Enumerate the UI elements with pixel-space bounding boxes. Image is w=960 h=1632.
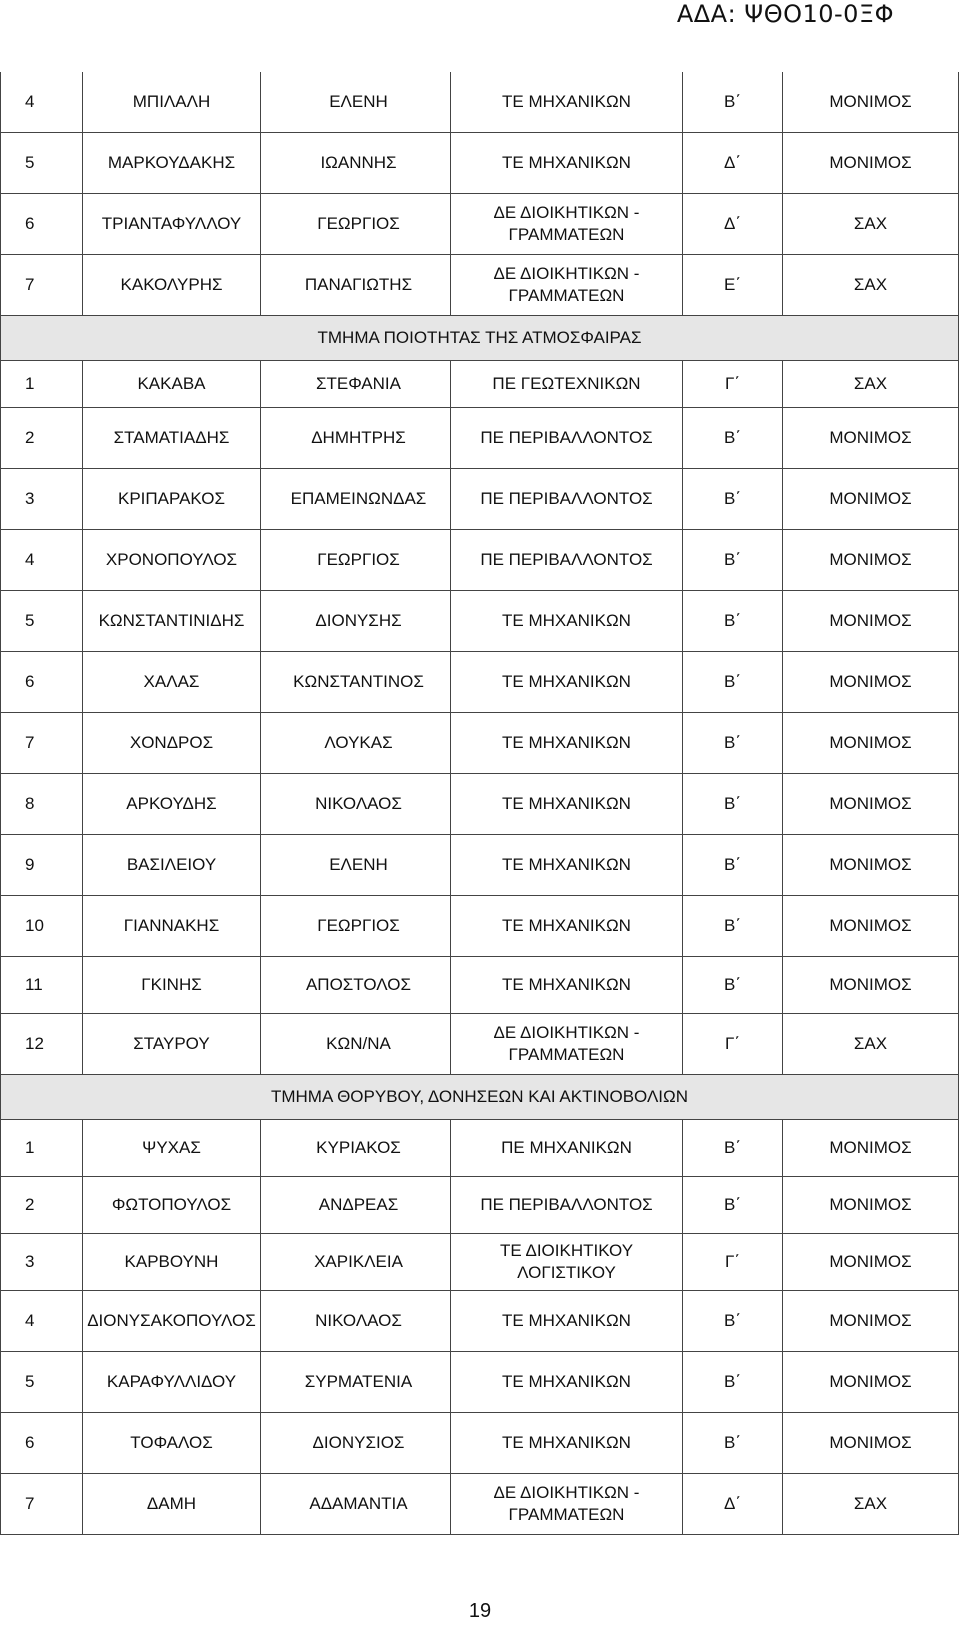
table-row (1, 1014, 959, 1075)
surname-cell: ΚΑΚΑΒΑ (83, 361, 261, 408)
row-number-cell: 6 (1, 652, 83, 713)
table-row (1, 194, 959, 255)
status-cell: ΜΟΝΙΜΟΣ (783, 1177, 959, 1234)
grade-cell: Δ΄ (683, 194, 783, 255)
surname-cell: ΧΟΝΔΡΟΣ (83, 713, 261, 774)
specialty-cell: ΤΕ ΜΗΧΑΝΙΚΩΝ (451, 591, 683, 652)
status-cell: ΜΟΝΙΜΟΣ (783, 774, 959, 835)
first-name-cell: ΕΛΕΝΗ (261, 835, 451, 896)
table-row (1, 361, 959, 408)
grade-cell: Γ΄ (683, 361, 783, 408)
surname-cell: ΚΡΙΠΑΡΑΚΟΣ (83, 469, 261, 530)
specialty-cell: ΔΕ ΔΙΟΙΚΗΤΙΚΩΝ - ΓΡΑΜΜΑΤΕΩΝ (451, 1474, 683, 1535)
grade-cell: Δ΄ (683, 133, 783, 194)
section-title: ΤΜΗΜΑ ΘΟΡΥΒΟΥ, ΔΟΝΗΣΕΩΝ ΚΑΙ ΑΚΤΙΝΟΒΟΛΙΩΝ (1, 1075, 959, 1120)
row-number-cell: 5 (1, 1352, 83, 1413)
first-name-cell: ΓΕΩΡΓΙΟΣ (261, 194, 451, 255)
surname-cell: ΤΡΙΑΝΤΑΦΥΛΛΟΥ (83, 194, 261, 255)
first-name-cell: ΕΛΕΝΗ (261, 72, 451, 133)
specialty-cell: ΤΕ ΜΗΧΑΝΙΚΩΝ (451, 835, 683, 896)
surname-cell: ΤΟΦΑΛΟΣ (83, 1413, 261, 1474)
specialty-cell: ΠΕ ΜΗΧΑΝΙΚΩΝ (451, 1120, 683, 1177)
surname-cell: ΓΙΑΝΝΑΚΗΣ (83, 896, 261, 957)
specialty-cell: ΤΕ ΜΗΧΑΝΙΚΩΝ (451, 896, 683, 957)
table-row (1, 652, 959, 713)
table-row (1, 713, 959, 774)
status-cell: ΜΟΝΙΜΟΣ (783, 408, 959, 469)
specialty-cell: ΔΕ ΔΙΟΙΚΗΤΙΚΩΝ - ΓΡΑΜΜΑΤΕΩΝ (451, 194, 683, 255)
table-row (1, 1474, 959, 1535)
specialty-cell: ΤΕ ΜΗΧΑΝΙΚΩΝ (451, 72, 683, 133)
specialty-cell: ΠΕ ΓΕΩΤΕΧΝΙΚΩΝ (451, 361, 683, 408)
surname-cell: ΜΑΡΚΟΥΔΑΚΗΣ (83, 133, 261, 194)
table-row (1, 1291, 959, 1352)
specialty-cell: ΤΕ ΜΗΧΑΝΙΚΩΝ (451, 957, 683, 1014)
page-number: 19 (468, 1600, 492, 1622)
row-number-cell: 8 (1, 774, 83, 835)
grade-cell: Β΄ (683, 591, 783, 652)
status-cell: ΣΑΧ (783, 361, 959, 408)
grade-cell: Β΄ (683, 408, 783, 469)
grade-cell: Β΄ (683, 72, 783, 133)
row-number-cell: 6 (1, 1413, 83, 1474)
row-number-cell: 5 (1, 591, 83, 652)
grade-cell: Β΄ (683, 713, 783, 774)
first-name-cell: ΔΙΟΝΥΣΙΟΣ (261, 1413, 451, 1474)
table-row (1, 1234, 959, 1291)
surname-cell: ΚΑΡΒΟΥΝΗ (83, 1234, 261, 1291)
row-number-cell: 1 (1, 361, 83, 408)
row-number-cell: 2 (1, 408, 83, 469)
first-name-cell: ΙΩΑΝΝΗΣ (261, 133, 451, 194)
specialty-cell: ΤΕ ΜΗΧΑΝΙΚΩΝ (451, 1352, 683, 1413)
table-row (1, 72, 959, 133)
row-number-cell: 4 (1, 530, 83, 591)
row-number-cell: 9 (1, 835, 83, 896)
specialty-cell: ΤΕ ΜΗΧΑΝΙΚΩΝ (451, 133, 683, 194)
specialty-cell: ΤΕ ΜΗΧΑΝΙΚΩΝ (451, 1413, 683, 1474)
staff-table (0, 72, 959, 1535)
ada-code: ΑΔΑ: ΨΘΟ10-0ΞΦ (676, 0, 894, 28)
first-name-cell: ΠΑΝΑΓΙΩΤΗΣ (261, 255, 451, 316)
row-number-cell: 4 (1, 72, 83, 133)
row-number-cell: 11 (1, 957, 83, 1014)
grade-cell: Γ΄ (683, 1014, 783, 1075)
first-name-cell: ΚΥΡΙΑΚΟΣ (261, 1120, 451, 1177)
status-cell: ΜΟΝΙΜΟΣ (783, 469, 959, 530)
table-row (1, 408, 959, 469)
grade-cell: Β΄ (683, 835, 783, 896)
row-number-cell: 3 (1, 1234, 83, 1291)
grade-cell: Β΄ (683, 1352, 783, 1413)
status-cell: ΜΟΝΙΜΟΣ (783, 72, 959, 133)
surname-cell: ΜΠΙΛΑΛΗ (83, 72, 261, 133)
grade-cell: Β΄ (683, 469, 783, 530)
specialty-cell: ΤΕ ΜΗΧΑΝΙΚΩΝ (451, 774, 683, 835)
first-name-cell: ΔΗΜΗΤΡΗΣ (261, 408, 451, 469)
specialty-cell: ΠΕ ΠΕΡΙΒΑΛΛΟΝΤΟΣ (451, 408, 683, 469)
row-number-cell: 7 (1, 255, 83, 316)
table-row (1, 133, 959, 194)
surname-cell: ΑΡΚΟΥΔΗΣ (83, 774, 261, 835)
table-row (1, 1177, 959, 1234)
status-cell: ΜΟΝΙΜΟΣ (783, 957, 959, 1014)
first-name-cell: ΝΙΚΟΛΑΟΣ (261, 1291, 451, 1352)
first-name-cell: ΣΤΕΦΑΝΙΑ (261, 361, 451, 408)
grade-cell: Β΄ (683, 1291, 783, 1352)
status-cell: ΜΟΝΙΜΟΣ (783, 835, 959, 896)
status-cell: ΜΟΝΙΜΟΣ (783, 1120, 959, 1177)
grade-cell: Ε΄ (683, 255, 783, 316)
grade-cell: Β΄ (683, 652, 783, 713)
specialty-cell: ΤΕ ΜΗΧΑΝΙΚΩΝ (451, 1291, 683, 1352)
first-name-cell: ΑΔΑΜΑΝΤΙΑ (261, 1474, 451, 1535)
section-row (1, 1075, 959, 1120)
first-name-cell: ΑΠΟΣΤΟΛΟΣ (261, 957, 451, 1014)
surname-cell: ΧΑΛΑΣ (83, 652, 261, 713)
first-name-cell: ΚΩΝΣΤΑΝΤΙΝΟΣ (261, 652, 451, 713)
specialty-cell: ΤΕ ΜΗΧΑΝΙΚΩΝ (451, 652, 683, 713)
row-number-cell: 3 (1, 469, 83, 530)
status-cell: ΜΟΝΙΜΟΣ (783, 1291, 959, 1352)
surname-cell: ΚΩΝΣΤΑΝΤΙΝΙΔΗΣ (83, 591, 261, 652)
surname-cell: ΣΤΑΜΑΤΙΑΔΗΣ (83, 408, 261, 469)
grade-cell: Β΄ (683, 530, 783, 591)
specialty-cell: ΤΕ ΔΙΟΙΚΗΤΙΚΟΥ ΛΟΓΙΣΤΙΚΟΥ (451, 1234, 683, 1291)
table-row (1, 957, 959, 1014)
first-name-cell: ΔΙΟΝΥΣΗΣ (261, 591, 451, 652)
grade-cell: Β΄ (683, 957, 783, 1014)
surname-cell: ΔΙΟΝΥΣΑΚΟΠΟΥΛΟΣ (83, 1291, 261, 1352)
status-cell: ΣΑΧ (783, 1474, 959, 1535)
grade-cell: Β΄ (683, 896, 783, 957)
status-cell: ΣΑΧ (783, 194, 959, 255)
first-name-cell: ΓΕΩΡΓΙΟΣ (261, 896, 451, 957)
status-cell: ΜΟΝΙΜΟΣ (783, 591, 959, 652)
specialty-cell: ΤΕ ΜΗΧΑΝΙΚΩΝ (451, 713, 683, 774)
grade-cell: Β΄ (683, 774, 783, 835)
section-row (1, 316, 959, 361)
first-name-cell: ΧΑΡΙΚΛΕΙΑ (261, 1234, 451, 1291)
table-row (1, 530, 959, 591)
first-name-cell: ΝΙΚΟΛΑΟΣ (261, 774, 451, 835)
table-row (1, 1120, 959, 1177)
surname-cell: ΒΑΣΙΛΕΙΟΥ (83, 835, 261, 896)
row-number-cell: 10 (1, 896, 83, 957)
row-number-cell: 4 (1, 1291, 83, 1352)
row-number-cell: 5 (1, 133, 83, 194)
first-name-cell: ΚΩΝ/ΝΑ (261, 1014, 451, 1075)
row-number-cell: 1 (1, 1120, 83, 1177)
row-number-cell: 7 (1, 1474, 83, 1535)
grade-cell: Γ΄ (683, 1234, 783, 1291)
grade-cell: Β΄ (683, 1177, 783, 1234)
status-cell: ΜΟΝΙΜΟΣ (783, 652, 959, 713)
status-cell: ΣΑΧ (783, 255, 959, 316)
first-name-cell: ΛΟΥΚΑΣ (261, 713, 451, 774)
surname-cell: ΚΑΡΑΦΥΛΛΙΔΟΥ (83, 1352, 261, 1413)
surname-cell: ΦΩΤΟΠΟΥΛΟΣ (83, 1177, 261, 1234)
first-name-cell: ΓΕΩΡΓΙΟΣ (261, 530, 451, 591)
status-cell: ΣΑΧ (783, 1014, 959, 1075)
first-name-cell: ΕΠΑΜΕΙΝΩΝΔΑΣ (261, 469, 451, 530)
status-cell: ΜΟΝΙΜΟΣ (783, 896, 959, 957)
surname-cell: ΓΚΙΝΗΣ (83, 957, 261, 1014)
specialty-cell: ΠΕ ΠΕΡΙΒΑΛΛΟΝΤΟΣ (451, 530, 683, 591)
staff-table-body (1, 72, 959, 1535)
first-name-cell: ΣΥΡΜΑΤΕΝΙΑ (261, 1352, 451, 1413)
table-row (1, 255, 959, 316)
status-cell: ΜΟΝΙΜΟΣ (783, 530, 959, 591)
specialty-cell: ΔΕ ΔΙΟΙΚΗΤΙΚΩΝ - ΓΡΑΜΜΑΤΕΩΝ (451, 255, 683, 316)
specialty-cell: ΔΕ ΔΙΟΙΚΗΤΙΚΩΝ - ΓΡΑΜΜΑΤΕΩΝ (451, 1014, 683, 1075)
surname-cell: ΣΤΑΥΡΟΥ (83, 1014, 261, 1075)
table-row (1, 469, 959, 530)
surname-cell: ΨΥΧΑΣ (83, 1120, 261, 1177)
row-number-cell: 2 (1, 1177, 83, 1234)
row-number-cell: 7 (1, 713, 83, 774)
grade-cell: Β΄ (683, 1413, 783, 1474)
table-row (1, 591, 959, 652)
specialty-cell: ΠΕ ΠΕΡΙΒΑΛΛΟΝΤΟΣ (451, 1177, 683, 1234)
status-cell: ΜΟΝΙΜΟΣ (783, 1234, 959, 1291)
status-cell: ΜΟΝΙΜΟΣ (783, 1352, 959, 1413)
row-number-cell: 12 (1, 1014, 83, 1075)
table-row (1, 1352, 959, 1413)
status-cell: ΜΟΝΙΜΟΣ (783, 133, 959, 194)
status-cell: ΜΟΝΙΜΟΣ (783, 1413, 959, 1474)
table-row (1, 774, 959, 835)
surname-cell: ΧΡΟΝΟΠΟΥΛΟΣ (83, 530, 261, 591)
table-row (1, 835, 959, 896)
row-number-cell: 6 (1, 194, 83, 255)
table-row (1, 896, 959, 957)
first-name-cell: ΑΝΔΡΕΑΣ (261, 1177, 451, 1234)
table-row (1, 1413, 959, 1474)
grade-cell: Δ΄ (683, 1474, 783, 1535)
surname-cell: ΚΑΚΟΛΥΡΗΣ (83, 255, 261, 316)
section-title: ΤΜΗΜΑ ΠΟΙΟΤΗΤΑΣ ΤΗΣ ΑΤΜΟΣΦΑΙΡΑΣ (1, 316, 959, 361)
specialty-cell: ΠΕ ΠΕΡΙΒΑΛΛΟΝΤΟΣ (451, 469, 683, 530)
status-cell: ΜΟΝΙΜΟΣ (783, 713, 959, 774)
surname-cell: ΔΑΜΗ (83, 1474, 261, 1535)
grade-cell: Β΄ (683, 1120, 783, 1177)
